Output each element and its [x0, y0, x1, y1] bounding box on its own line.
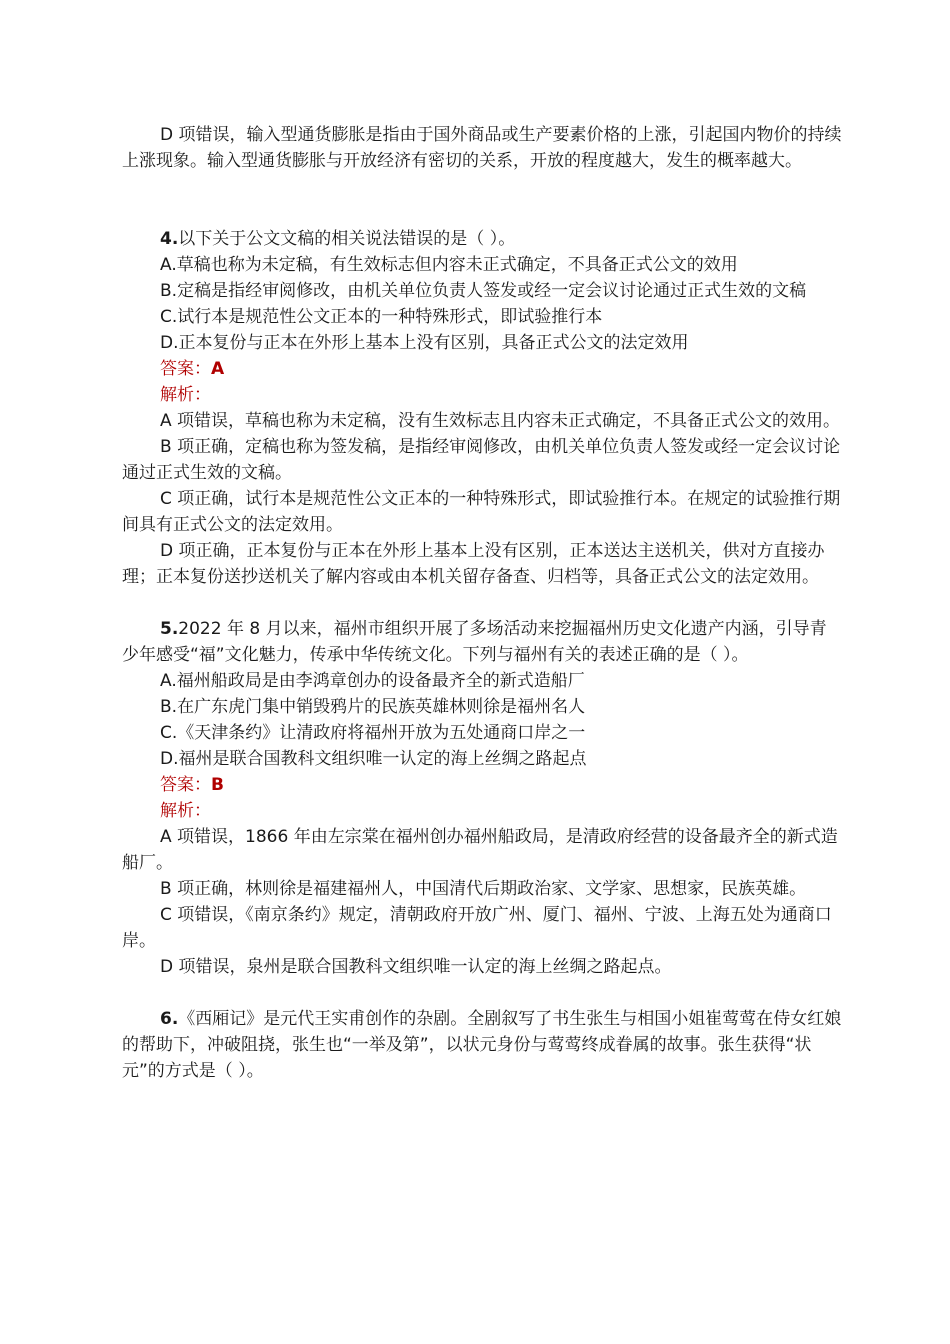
- option-b: B.定稿是指经审阅修改，由机关单位负责人签发或经一定会议讨论通过正式生效的文稿: [160, 281, 807, 301]
- analysis-item: C 项错误，《南京条约》规定，清朝政府开放广州、厦门、福州、宁波、上海五处为通商口岸。: [122, 905, 832, 951]
- spacer: [122, 980, 842, 1006]
- analysis-item: B 项正确，定稿也称为签发稿，是指经审阅修改，由机关单位负责人签发或经一定会议讨论通过正式生效的文稿。: [122, 437, 841, 483]
- question-text: 《西厢记》是元代王实甫创作的杂剧。全剧叙写了书生张生与相国小姐崔莺莺在侍女红娘的帮助下，冲破阻挠，张生也“一举及第”，以状元身份与莺莺终成眷属的故事。张生获得“状元”的方式是（ ）。: [122, 1009, 842, 1081]
- question-text: 2022 年 8 月以来，福州市组织开展了多场活动来挖掘福州历史文化遗产内涵，引导青少年感受“福”文化魅力，传承中华传统文化。下列与福州有关的表述正确的是（ ）。: [122, 619, 827, 665]
- analysis-item: C 项正确，试行本是规范性公文正本的一种特殊形式，即试验推行本。在规定的试验推行期间具有正式公文的法定效用。: [122, 489, 841, 535]
- answer-label: 答案：: [160, 359, 211, 379]
- analysis-item: D 项错误，泉州是联合国教科文组织唯一认定的海上丝绸之路起点。: [160, 957, 672, 977]
- spacer: [122, 200, 842, 226]
- question-text: 以下关于公文文稿的相关说法错误的是（ ）。: [178, 229, 516, 249]
- spacer: [122, 590, 842, 616]
- answer-label: 答案：: [160, 775, 211, 795]
- option-b: B.在广东虎门集中销毁鸦片的民族英雄林则徐是福州名人: [160, 697, 586, 717]
- document-page: [122, 122, 842, 1084]
- intro-paragraph: D 项错误，输入型通货膨胀是指由于国外商品或生产要素价格的上涨，引起国内物价的持续上涨现象。输入型通货膨胀与开放经济有密切的关系，开放的程度越大，发生的概率越大。: [122, 125, 842, 171]
- option-d: D.正本复份与正本在外形上基本上没有区别，具备正式公文的法定效用: [160, 333, 689, 353]
- question-4-stem: [122, 226, 842, 252]
- question-number: 5.: [160, 619, 179, 639]
- spacer: [122, 174, 842, 200]
- question-number: 6.: [160, 1009, 179, 1029]
- option-a: A.草稿也称为未定稿，有生效标志但内容未正式确定，不具备正式公文的效用: [160, 255, 738, 275]
- answer-line: [122, 356, 842, 382]
- question-5-stem: [122, 616, 842, 668]
- option-c: C.试行本是规范性公文正本的一种特殊形式，即试验推行本: [160, 307, 603, 327]
- analysis-item: A 项错误，草稿也称为未定稿，没有生效标志且内容未正式确定，不具备正式公文的效用。: [160, 411, 841, 431]
- question-number: 4.: [160, 229, 179, 249]
- answer-line: [122, 772, 842, 798]
- option-c: C.《天津条约》让清政府将福州开放为五处通商口岸之一: [160, 723, 586, 743]
- option-d: D.福州是联合国教科文组织唯一认定的海上丝绸之路起点: [160, 749, 587, 769]
- analysis-item: B 项正确，林则徐是福建福州人，中国清代后期政治家、文学家、思想家，民族英雄。: [160, 879, 807, 899]
- analysis-label: 解析：: [160, 801, 211, 821]
- option-a: A.福州船政局是由李鸿章创办的设备最齐全的新式造船厂: [160, 671, 585, 691]
- answer-value: B: [211, 775, 224, 795]
- question-6-stem: [122, 1006, 842, 1084]
- analysis-label: 解析：: [160, 385, 211, 405]
- analysis-item: D 项正确，正本复份与正本在外形上基本上没有区别，正本送达主送机关，供对方直接办理；正本复份送抄送机关了解内容或由本机关留存备查、归档等，具备正式公文的法定效用。: [122, 541, 825, 587]
- analysis-item: A 项错误，1866 年由左宗棠在福州创办福州船政局，是清政府经营的设备最齐全的新式造船厂。: [122, 827, 838, 873]
- answer-value: A: [211, 359, 225, 379]
